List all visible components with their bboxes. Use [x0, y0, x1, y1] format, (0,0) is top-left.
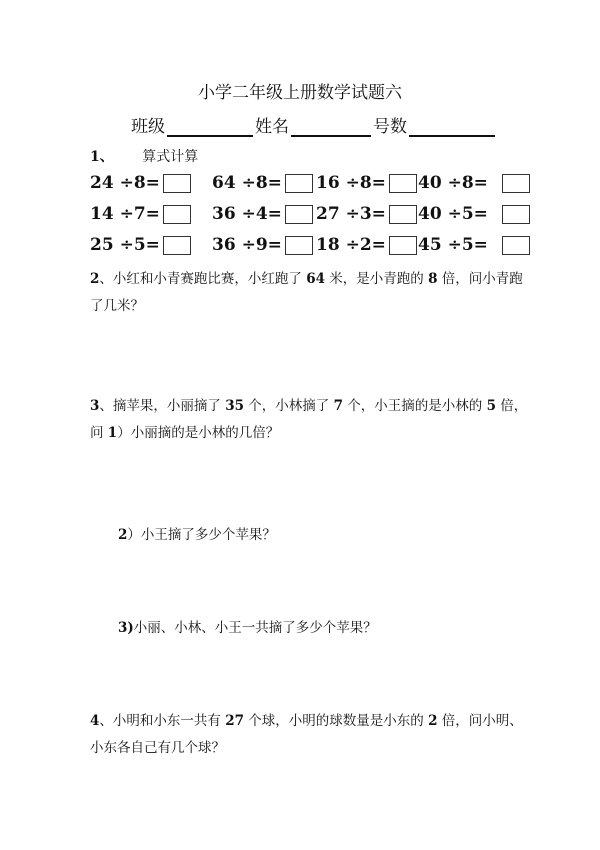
equation-text: 36 ÷4=	[212, 204, 282, 224]
question-4	[90, 708, 530, 762]
equation-1-4	[418, 173, 530, 193]
question-3-part-3	[118, 616, 377, 636]
equation-2-4	[418, 204, 530, 224]
equation-3-2	[212, 235, 313, 255]
answer-box[interactable]	[285, 174, 313, 193]
equation-text: 27 ÷3=	[316, 204, 386, 224]
answer-box[interactable]	[389, 236, 417, 255]
equation-text: 18 ÷2=	[316, 235, 386, 255]
question-2	[90, 266, 530, 320]
section-1-title: 算式计算	[142, 149, 199, 165]
equation-text: 40 ÷5=	[418, 204, 488, 224]
question-number-value: 7	[333, 398, 343, 414]
question-number-value: 64	[306, 271, 325, 287]
equation-1-1	[90, 173, 191, 193]
question-text: 、摘苹果，小丽摘了	[99, 398, 226, 414]
answer-box[interactable]	[285, 205, 313, 224]
equation-1-3	[316, 173, 417, 193]
equation-2-3	[316, 204, 417, 224]
question-3-number: 3	[90, 398, 100, 414]
equation-3-1	[90, 235, 191, 255]
equation-text: 64 ÷8=	[212, 173, 282, 193]
question-text: 倍，问	[90, 398, 528, 441]
answer-box[interactable]	[163, 174, 191, 193]
answer-box[interactable]	[389, 205, 417, 224]
name-label: 姓名	[255, 117, 289, 137]
answer-box[interactable]	[502, 205, 530, 224]
number-blank[interactable]	[409, 117, 495, 137]
equation-text: 45 ÷5=	[418, 235, 488, 255]
question-number-value: 1	[107, 425, 118, 441]
question-text: 个球，小明的球数量是小东的	[244, 713, 429, 729]
equation-text: 16 ÷8=	[316, 173, 386, 193]
question-text: ）小丽摘的是小林的几倍？	[117, 425, 280, 441]
question-number-value: 5	[486, 398, 496, 414]
equation-text: 14 ÷7=	[90, 204, 160, 224]
subquestion-text: 小丽、小林、小王一共摘了多少个苹果？	[133, 620, 377, 636]
answer-box[interactable]	[163, 205, 191, 224]
equation-text: 25 ÷5=	[90, 235, 160, 255]
question-text: 、小明和小东一共有	[99, 713, 226, 729]
subquestion-text: ）小王摘了多少个苹果？	[127, 527, 276, 543]
question-4-number: 4	[90, 713, 100, 729]
equation-3-3	[316, 235, 417, 255]
answer-box[interactable]	[163, 236, 191, 255]
subquestion-number: 2	[118, 527, 128, 543]
question-number-value: 8	[428, 271, 438, 287]
name-blank[interactable]	[291, 117, 371, 137]
question-3-part-2	[118, 523, 276, 543]
question-number-value: 2	[428, 713, 438, 729]
student-info-fields	[131, 112, 497, 137]
number-label: 号数	[373, 117, 407, 137]
page-title: 小学二年级上册数学试题六	[198, 83, 402, 103]
question-number-value: 35	[225, 398, 244, 414]
class-blank[interactable]	[167, 117, 253, 137]
equation-2-2	[212, 204, 313, 224]
answer-box[interactable]	[389, 174, 417, 193]
answer-box[interactable]	[502, 174, 530, 193]
question-text: 个，小王摘的是小林的	[343, 398, 487, 414]
question-number-value: 27	[225, 713, 244, 729]
answer-box[interactable]	[502, 236, 530, 255]
question-text: 倍，问小青跑了几米？	[90, 271, 523, 314]
question-3	[90, 393, 530, 447]
question-text: 米，是小青跑的	[325, 271, 429, 287]
subquestion-number: 3)	[118, 620, 134, 636]
equation-1-2	[212, 173, 313, 193]
equation-text: 36 ÷9=	[212, 235, 282, 255]
question-text: 、小红和小青赛跑比赛，小红跑了	[99, 271, 307, 287]
section-1-number: 1、	[90, 149, 114, 165]
answer-box[interactable]	[285, 236, 313, 255]
equation-3-4	[418, 235, 530, 255]
equation-text: 40 ÷8=	[418, 173, 488, 193]
question-text: 个，小林摘了	[244, 398, 334, 414]
class-label: 班级	[131, 117, 165, 137]
question-text: 倍，问小明、小东各自己有几个球？	[90, 713, 523, 756]
equation-text: 24 ÷8=	[90, 173, 160, 193]
equation-2-1	[90, 204, 191, 224]
section-1-heading	[90, 146, 198, 166]
question-2-number: 2	[90, 271, 100, 287]
